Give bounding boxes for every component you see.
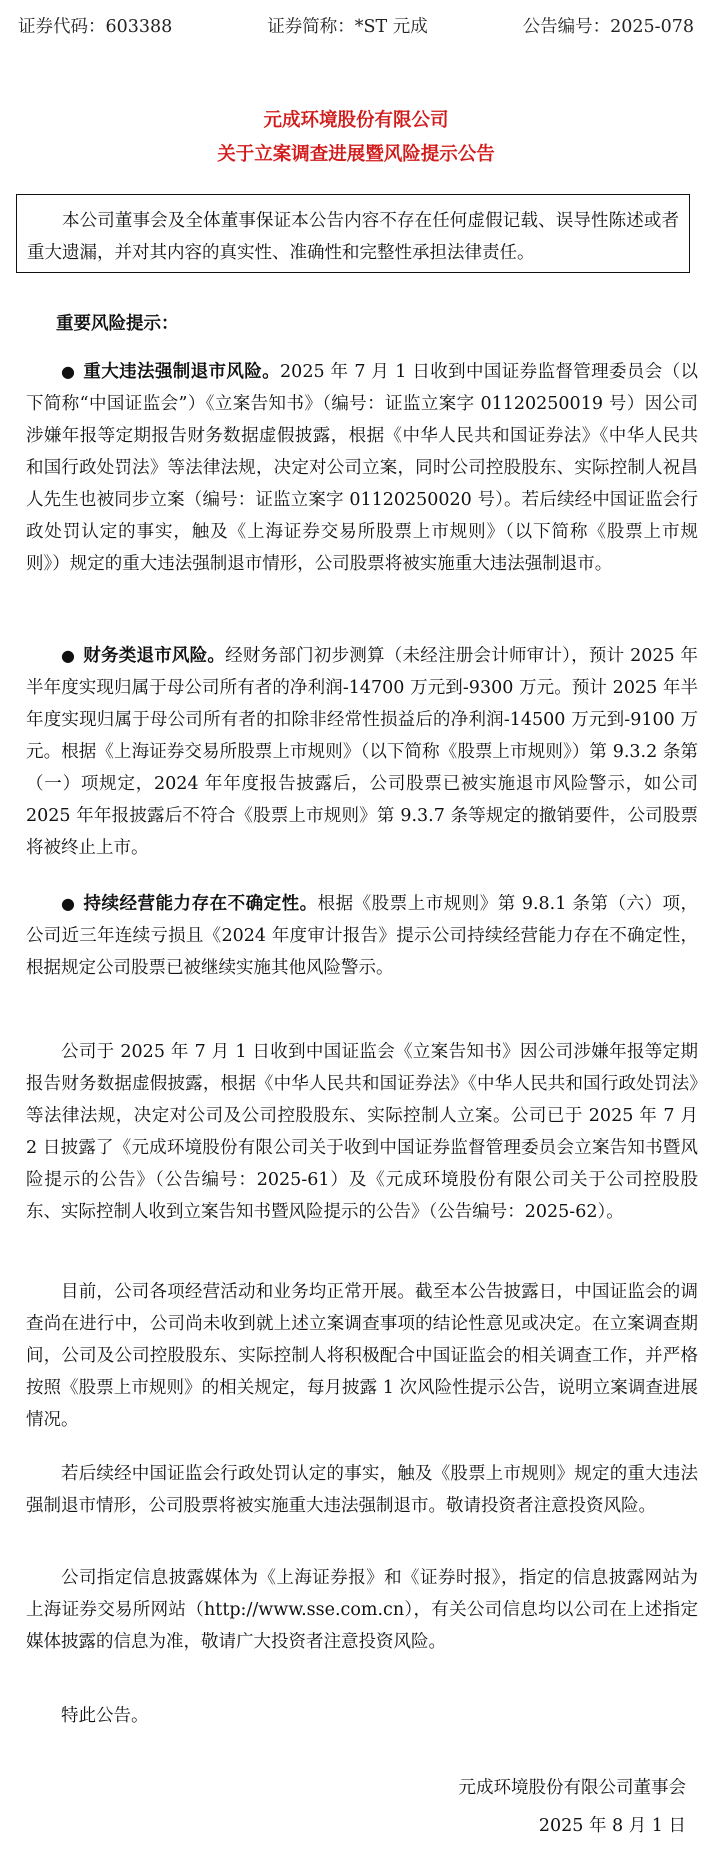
risk-lead: 财务类退市风险。: [83, 646, 226, 666]
closing-line: 特此公告。: [61, 1706, 149, 1726]
body-paragraph: 公司于 2025 年 7 月 1 日收到中国证监会《立案告知书》因公司涉嫌年报等定期报告财务数据虚假披露，根据《中华人民共和国证券法》《中华人民共和国行政处罚法》等法律法规，决定对公司及公司控股股东、实际控制人立案。公司已于 2025 年 7 月 2 日披露了《元成环境股份有限公司关于收到中国证券监督管理委员会立案告知书暨风险提示的公告》（公告编号：2025-61）及《元成环境股份有限公司关于公司控股股东、实际控制人收到立案告知书暨风险提示的公告》（公告编号：2025-62）。: [26, 1042, 698, 1222]
notice-number: 公告编号：2025-078: [522, 16, 694, 37]
signature-organization: 元成环境股份有限公司董事会: [458, 1778, 686, 1798]
risk-lead: 持续经营能力存在不确定性。: [83, 894, 318, 914]
bullet-icon: ●: [61, 646, 75, 665]
body-paragraph: 若后续经中国证监会行政处罚认定的事实，触及《股票上市规则》规定的重大违法强制退市情形，公司股票将被实施重大违法强制退市。敬请投资者注意投资风险。: [26, 1464, 698, 1516]
risk-text: 2025 年 7 月 1 日收到中国证券监督管理委员会（以下简称“中国证监会”）《立案告知书》（编号：证监立案字 01120250019 号）因公司涉嫌年报等定期报告财务数据虚假披露，根据《中华人民共和国证券法》《中华人民共和国行政处罚法》等法律法规，决定对公司立案，同时公司控股股东、实际控制人祝昌人先生也被同步立案（编号：证监立案字 01120250020 号）。若后续经中国证监会行政处罚认定的事实，触及《上海证券交易所股票上市规则》（以下简称《股票上市规则》）规定的重大违法强制退市情形，公司股票将被实施重大违法强制退市。: [26, 362, 698, 574]
risk-heading: 重要风险提示：: [56, 314, 179, 334]
risk-item-delisting-violation: [26, 356, 698, 580]
document-header: [18, 10, 694, 40]
announcement-title: 关于立案调查进展暨风险提示公告: [217, 144, 495, 165]
bullet-icon: ●: [61, 894, 75, 913]
risk-text: 经财务部门初步测算（未经注册会计师审计），预计 2025 年半年度实现归属于母公司所有者的净利润-14700 万元到-9300 万元。预计 2025 年半年度实现归属于母公司所有者的扣除非经常性损益后的净利润-14500 万元到-9100 万元。根据《上海证券交易所股票上市规则》（以下简称《股票上市规则》）第 9.3.2 条第（一）项规定，2024 年年度报告披露后，公司股票已被实施退市风险警示，如公司 2025 年年报披露后不符合《股票上市规则》第 9.3.7 条等规定的撤销要件，公司股票将被终止上市。: [26, 646, 698, 858]
risk-item-financial-delisting: [26, 640, 698, 864]
board-declaration-box: 本公司董事会及全体董事保证本公告内容不存在任何虚假记载、误导性陈述或者重大遗漏，并对其内容的真实性、准确性和完整性承担法律责任。: [16, 194, 690, 273]
body-paragraph: 目前，公司各项经营活动和业务均正常开展。截至本公告披露日，中国证监会的调查尚在进行中，公司尚未收到就上述立案调查事项的结论性意见或决定。在立案调查期间，公司及公司控股股东、实际控制人将积极配合中国证监会的相关调查工作，并严格按照《股票上市规则》的相关规定，每月披露 1 次风险性提示公告，说明立案调查进展情况。: [26, 1282, 698, 1430]
securities-code: 证券代码：603388: [18, 16, 173, 37]
company-title: 元成环境股份有限公司: [263, 110, 449, 131]
body-paragraph: 公司指定信息披露媒体为《上海证券报》和《证券时报》，指定的信息披露网站为上海证券交易所网站（http://www.sse.com.cn），有关公司信息均以公司在上述指定媒体披露的信息为准，敬请广大投资者注意投资风险。: [26, 1568, 698, 1652]
risk-text: 根据《股票上市规则》第 9.8.1 条第（六）项，公司近三年连续亏损且《2024 年度审计报告》提示公司持续经营能力存在不确定性，根据规定公司股票已被继续实施其他风险警示。: [26, 894, 699, 978]
risk-item-going-concern: [26, 888, 698, 984]
risk-lead: 重大违法强制退市风险。: [83, 362, 281, 382]
bullet-icon: ●: [61, 362, 75, 381]
securities-short-name: 证券简称：*ST 元成: [267, 16, 428, 37]
signature-date: 2025 年 8 月 1 日: [538, 1816, 686, 1836]
